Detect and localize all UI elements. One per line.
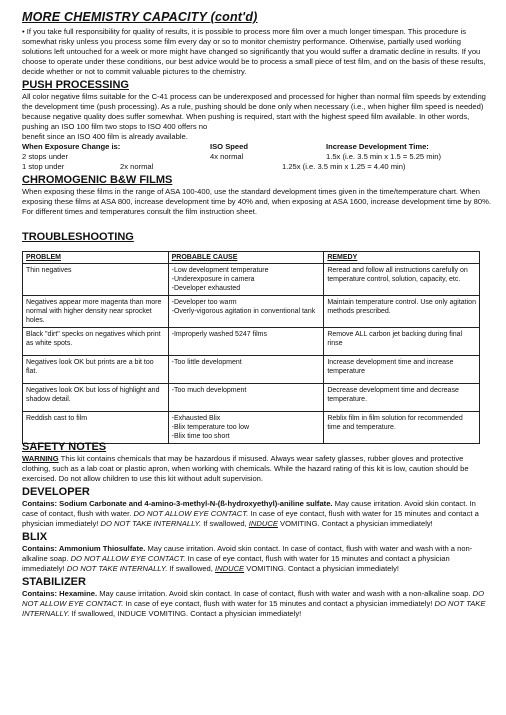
- table-row: [23, 296, 480, 328]
- remedy-cell: Reblix film in film solution for recommended time and temperature.: [324, 412, 480, 444]
- problem-cell: Reddish cast to film: [23, 412, 169, 444]
- push-processing-heading: PUSH PROCESSING: [22, 79, 129, 91]
- safety-notes-heading: SAFETY NOTES: [22, 441, 107, 453]
- dev-time-cell: 1.5x (i.e. 3.5 min x 1.5 = 5.25 min): [326, 152, 442, 161]
- stabilizer-heading: STABILIZER: [22, 576, 86, 588]
- cause-cell: -Too little development: [168, 356, 324, 384]
- push-exposure-table: [22, 142, 492, 172]
- page-title: MORE CHEMISTRY CAPACITY (cont'd): [22, 10, 258, 24]
- problem-cell: Black "dirt" specks on negatives which print as white spots.: [23, 328, 169, 356]
- dev-time-cell: 1.25x (i.e. 3.5 min x 1.25 = 4.40 min): [282, 162, 406, 171]
- document-page: [22, 10, 492, 619]
- problem-cell: Negatives look OK but loss of highlight and shadow detail.: [23, 384, 169, 412]
- exposure-cell: 1 stop under: [22, 162, 65, 171]
- table-row: [23, 264, 480, 296]
- table-row: [23, 356, 480, 384]
- table-row: [23, 384, 480, 412]
- developer-paragraph: Contains: Sodium Carbonate and 4-amino-3-methyl-N-(ß-hydroxyethyl)-aniline sulfate. May cause irritation. Avoid skin contact. In case of contact, flush with water. DO NOT ALLOW EYE CONTACT. In case of eye contact, flush with water for 15 minutes and contact a physician immediately! DO NOT TAKE INTERNALLY. If swallowed, INDUCE VOMITING. Contact a physician immediately!: [22, 499, 479, 528]
- cause-cell: -Developer too warm -Overly-vigorous agitation in conventional tank: [168, 296, 324, 328]
- remedy-cell: Increase development time and increase temperature: [324, 356, 480, 384]
- troubleshooting-table: [22, 251, 480, 444]
- remedy-cell: Reread and follow all instructions carefully on temperature control, solution, capacity, etc.: [324, 264, 480, 296]
- cause-cell: -Low development temperature -Underexposure in camera -Developer exhausted: [168, 264, 324, 296]
- remedy-cell: Maintain temperature control. Use only agitation methods prescribed.: [324, 296, 480, 328]
- blix-heading: BLIX: [22, 531, 48, 543]
- table-row: [23, 412, 480, 444]
- problem-cell: Negatives appear more magenta than more normal with higher density near sprocket holes.: [23, 296, 169, 328]
- iso-col-header: ISO Speed: [210, 142, 248, 151]
- developer-heading: DEVELOPER: [22, 486, 90, 498]
- remedy-cell: Decrease development time and decrease temperature.: [324, 384, 480, 412]
- cause-cell: -Too much development: [168, 384, 324, 412]
- iso-cell: 2x normal: [120, 162, 154, 171]
- iso-cell: 4x normal: [210, 152, 244, 161]
- remedy-header: REMEDY: [324, 252, 480, 264]
- intro-paragraph: • If you take full responsibility for quality of results, it is possible to process more film over a much longer timespan. This procedure is somewhat risky unless you process some film every day or so to monitor chemistry performance. Otherwise, partially used working solutions left untouched for a week or more might have changed so significantly that you would suffer a dramatic decline in results. If you choose to operate under these conditions, our best advice would be to process a small piece of test film, and on the basis of these results, decide whether or not to commit valuable pictures to the chemistry.: [22, 27, 486, 76]
- warning-label: WARNING: [22, 454, 59, 463]
- problem-header: PROBLEM: [23, 252, 169, 264]
- dev-time-col-header: Increase Development Time:: [326, 142, 429, 151]
- exposure-col-header: When Exposure Change is:: [22, 142, 121, 151]
- push-processing-text: All color negative films suitable for the C-41 process can be underexposed and processed for higher than normal film speeds by extending the development time (push processing). As a rule, pushing should be done only when necessary (i.e., when higher film speed is needed) because negative quality does suffer somewhat. When pushing is required, start with the highest speed film available. In other words, pushing an ISO 100 film two stops to ISO 400 offers no: [22, 92, 486, 131]
- cause-header: PROBABLE CAUSE: [168, 252, 324, 264]
- stabilizer-paragraph: Contains: Hexamine. May cause irritation. Avoid skin contact. In case of contact, flush with water and wash with a non-alkaline soap. DO NOT ALLOW EYE CONTACT. In case of eye contact, flush with water for 15 minutes and contact a physician immediately! DO NOT TAKE INTERNALLY. If swallowed, INDUCE VOMITING. Contact a physician immediately!: [22, 589, 486, 618]
- push-processing-text-2: benefit since an ISO 400 film is already available.: [22, 132, 188, 141]
- cause-cell: -Exhausted Blix -Blix temperature too low -Blix time too short: [168, 412, 324, 444]
- table-row: [23, 328, 480, 356]
- problem-cell: Thin negatives: [23, 264, 169, 296]
- table-header-row: [23, 252, 480, 264]
- chromogenic-text: When exposing these films in the range of ASA 100-400, use the standard development times given in the time/temperature chart. When exposing these films at ASA 800, increase development time by 40% and, when exposing at ASA 1600, increase development time by 80%. For different times and temperatures consult the film instruction sheet.: [22, 187, 491, 216]
- troubleshooting-heading: TROUBLESHOOTING: [22, 231, 134, 243]
- cause-cell: -Improperly washed 5247 films: [168, 328, 324, 356]
- exposure-cell: 2 stops under: [22, 152, 69, 161]
- chromogenic-heading: CHROMOGENIC B&W FILMS: [22, 174, 173, 186]
- problem-cell: Negatives look OK but prints are a bit too flat.: [23, 356, 169, 384]
- remedy-cell: Remove ALL carbon jet backing during final rinse: [324, 328, 480, 356]
- blix-paragraph: Contains: Ammonium Thiosulfate. May cause irritation. Avoid skin contact. In case of contact, flush with water and wash with a non-alkaline soap. DO NOT ALLOW EYE CONTACT. In case of eye contact, flush with water for 15 minutes and contact a physician immediately! DO NOT TAKE INTERNALLY. If swallowed, INDUCE VOMITING. Contact a physician immediately!: [22, 544, 473, 573]
- warning-paragraph: WARNING This kit contains chemicals that may be hazardous if misused. Always wear safety glasses, rubber gloves and protective clothing, such as a lab coat or plastic apron, when working with chemicals. While the hazard rating of this kit is low, caution should be exercised. Do not allow children to use this kit without adult supervision.: [22, 454, 469, 483]
